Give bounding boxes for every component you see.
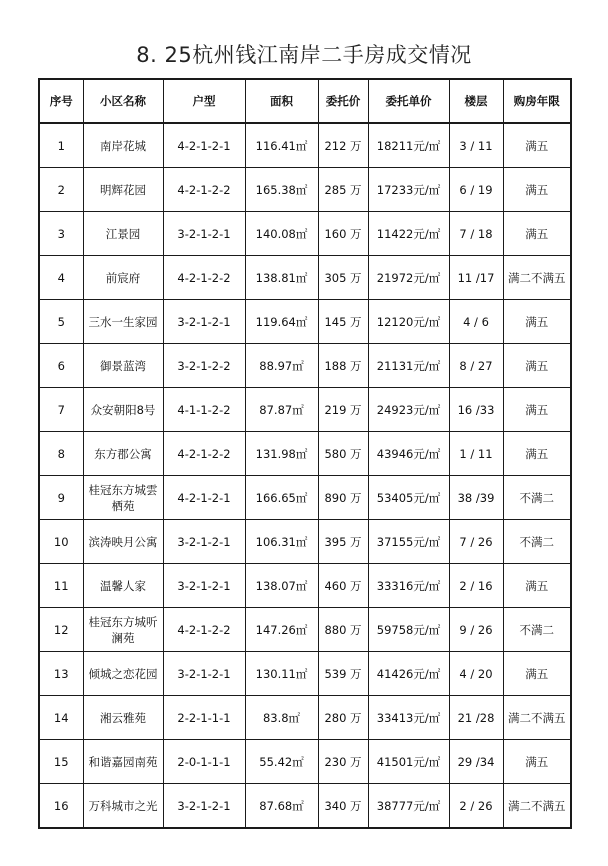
page-title: 8. 25杭州钱江南岸二手房成交情况 [136,43,472,67]
cell-area: 119.64㎡ [245,300,318,344]
cell-community: 前宸府 [83,256,163,300]
cell-unit-price: 41426元/㎡ [368,652,449,696]
cell-listing-price: 160 万 [318,212,368,256]
cell-area: 87.68㎡ [245,784,318,829]
cell-unit-price: 24923元/㎡ [368,388,449,432]
cell-community: 南岸花城 [83,123,163,168]
cell-ownership-years: 满五 [503,300,571,344]
cell-index: 13 [39,652,83,696]
cell-listing-price: 188 万 [318,344,368,388]
table-row [39,300,571,344]
cell-listing-price: 230 万 [318,740,368,784]
cell-unit-price: 43946元/㎡ [368,432,449,476]
cell-index: 5 [39,300,83,344]
cell-ownership-years: 不满二 [503,608,571,652]
cell-ownership-years: 满五 [503,432,571,476]
cell-floor: 16 /33 [449,388,503,432]
cell-ownership-years: 满五 [503,564,571,608]
cell-listing-price: 580 万 [318,432,368,476]
cell-listing-price: 890 万 [318,476,368,520]
table-row [39,476,571,520]
cell-index: 14 [39,696,83,740]
cell-layout: 4-2-1-2-1 [163,476,245,520]
cell-unit-price: 37155元/㎡ [368,520,449,564]
cell-unit-price: 53405元/㎡ [368,476,449,520]
cell-area: 138.81㎡ [245,256,318,300]
header-unit-price: 委托单价 [368,79,449,123]
cell-layout: 2-2-1-1-1 [163,696,245,740]
cell-index: 4 [39,256,83,300]
cell-ownership-years: 满五 [503,123,571,168]
cell-floor: 7 / 18 [449,212,503,256]
transactions-table [38,78,572,829]
cell-community: 湘云雅苑 [83,696,163,740]
cell-index: 3 [39,212,83,256]
cell-area: 138.07㎡ [245,564,318,608]
cell-ownership-years: 不满二 [503,520,571,564]
cell-index: 12 [39,608,83,652]
cell-ownership-years: 满二不满五 [503,256,571,300]
table-row [39,696,571,740]
cell-floor: 2 / 26 [449,784,503,829]
cell-index: 15 [39,740,83,784]
table-body [39,123,571,828]
table-row [39,608,571,652]
cell-index: 1 [39,123,83,168]
cell-ownership-years: 满五 [503,652,571,696]
cell-community: 万科城市之光 [83,784,163,829]
header-ownership-years: 购房年限 [503,79,571,123]
cell-floor: 7 / 26 [449,520,503,564]
cell-index: 10 [39,520,83,564]
cell-layout: 4-2-1-2-2 [163,432,245,476]
cell-listing-price: 305 万 [318,256,368,300]
cell-ownership-years: 不满二 [503,476,571,520]
cell-index: 9 [39,476,83,520]
cell-area: 166.65㎡ [245,476,318,520]
cell-community: 温馨人家 [83,564,163,608]
cell-unit-price: 59758元/㎡ [368,608,449,652]
header-listing-price: 委托价 [318,79,368,123]
cell-ownership-years: 满五 [503,168,571,212]
cell-area: 83.8㎡ [245,696,318,740]
header-area: 面积 [245,79,318,123]
cell-index: 6 [39,344,83,388]
cell-area: 88.97㎡ [245,344,318,388]
cell-layout: 3-2-1-2-1 [163,520,245,564]
cell-ownership-years: 满五 [503,344,571,388]
cell-community: 倾城之恋花园 [83,652,163,696]
cell-listing-price: 145 万 [318,300,368,344]
cell-floor: 6 / 19 [449,168,503,212]
table-row [39,256,571,300]
table-row [39,212,571,256]
cell-community: 东方郡公寓 [83,432,163,476]
cell-listing-price: 395 万 [318,520,368,564]
cell-unit-price: 11422元/㎡ [368,212,449,256]
table-row [39,652,571,696]
header-layout: 户型 [163,79,245,123]
cell-community: 御景蓝湾 [83,344,163,388]
cell-unit-price: 18211元/㎡ [368,123,449,168]
cell-unit-price: 33316元/㎡ [368,564,449,608]
cell-unit-price: 33413元/㎡ [368,696,449,740]
cell-area: 106.31㎡ [245,520,318,564]
table-row [39,740,571,784]
cell-index: 11 [39,564,83,608]
cell-ownership-years: 满二不满五 [503,784,571,829]
cell-area: 131.98㎡ [245,432,318,476]
cell-ownership-years: 满五 [503,212,571,256]
cell-layout: 3-2-1-2-2 [163,344,245,388]
cell-layout: 4-2-1-2-1 [163,123,245,168]
table-row [39,432,571,476]
cell-area: 165.38㎡ [245,168,318,212]
cell-listing-price: 219 万 [318,388,368,432]
cell-area: 87.87㎡ [245,388,318,432]
header-index: 序号 [39,79,83,123]
cell-floor: 21 /28 [449,696,503,740]
cell-unit-price: 17233元/㎡ [368,168,449,212]
header-community: 小区名称 [83,79,163,123]
cell-listing-price: 880 万 [318,608,368,652]
cell-area: 116.41㎡ [245,123,318,168]
header-floor: 楼层 [449,79,503,123]
cell-layout: 2-0-1-1-1 [163,740,245,784]
cell-listing-price: 285 万 [318,168,368,212]
cell-floor: 4 / 20 [449,652,503,696]
cell-unit-price: 21972元/㎡ [368,256,449,300]
table-row [39,564,571,608]
cell-index: 7 [39,388,83,432]
cell-floor: 2 / 16 [449,564,503,608]
cell-area: 55.42㎡ [245,740,318,784]
cell-layout: 3-2-1-2-1 [163,300,245,344]
cell-floor: 4 / 6 [449,300,503,344]
cell-layout: 3-2-1-2-1 [163,212,245,256]
cell-community: 三水一生家园 [83,300,163,344]
cell-community: 桂冠东方城听澜苑 [83,608,163,652]
cell-listing-price: 539 万 [318,652,368,696]
cell-area: 130.11㎡ [245,652,318,696]
cell-layout: 4-2-1-2-2 [163,256,245,300]
cell-layout: 4-1-1-2-2 [163,388,245,432]
cell-index: 8 [39,432,83,476]
cell-community: 滨涛映月公寓 [83,520,163,564]
table-row [39,388,571,432]
cell-unit-price: 41501元/㎡ [368,740,449,784]
cell-floor: 38 /39 [449,476,503,520]
table-row [39,168,571,212]
table-row [39,784,571,829]
cell-ownership-years: 满二不满五 [503,696,571,740]
cell-layout: 4-2-1-2-2 [163,608,245,652]
cell-floor: 29 /34 [449,740,503,784]
cell-index: 2 [39,168,83,212]
cell-layout: 3-2-1-2-1 [163,784,245,829]
cell-layout: 4-2-1-2-2 [163,168,245,212]
cell-unit-price: 12120元/㎡ [368,300,449,344]
cell-area: 140.08㎡ [245,212,318,256]
cell-community: 和谐嘉园南苑 [83,740,163,784]
cell-floor: 1 / 11 [449,432,503,476]
cell-floor: 9 / 26 [449,608,503,652]
cell-listing-price: 280 万 [318,696,368,740]
cell-ownership-years: 满五 [503,740,571,784]
cell-floor: 3 / 11 [449,123,503,168]
cell-listing-price: 340 万 [318,784,368,829]
cell-community: 明辉花园 [83,168,163,212]
cell-unit-price: 38777元/㎡ [368,784,449,829]
cell-listing-price: 212 万 [318,123,368,168]
cell-index: 16 [39,784,83,829]
table-header-row [39,79,571,123]
table-row [39,520,571,564]
cell-community: 江景园 [83,212,163,256]
cell-community: 桂冠东方城雲栖苑 [83,476,163,520]
cell-layout: 3-2-1-2-1 [163,564,245,608]
cell-ownership-years: 满五 [503,388,571,432]
cell-area: 147.26㎡ [245,608,318,652]
table-row [39,344,571,388]
cell-listing-price: 460 万 [318,564,368,608]
cell-community: 众安朝阳8号 [83,388,163,432]
table-row [39,123,571,168]
cell-layout: 3-2-1-2-1 [163,652,245,696]
cell-floor: 11 /17 [449,256,503,300]
cell-floor: 8 / 27 [449,344,503,388]
cell-unit-price: 21131元/㎡ [368,344,449,388]
